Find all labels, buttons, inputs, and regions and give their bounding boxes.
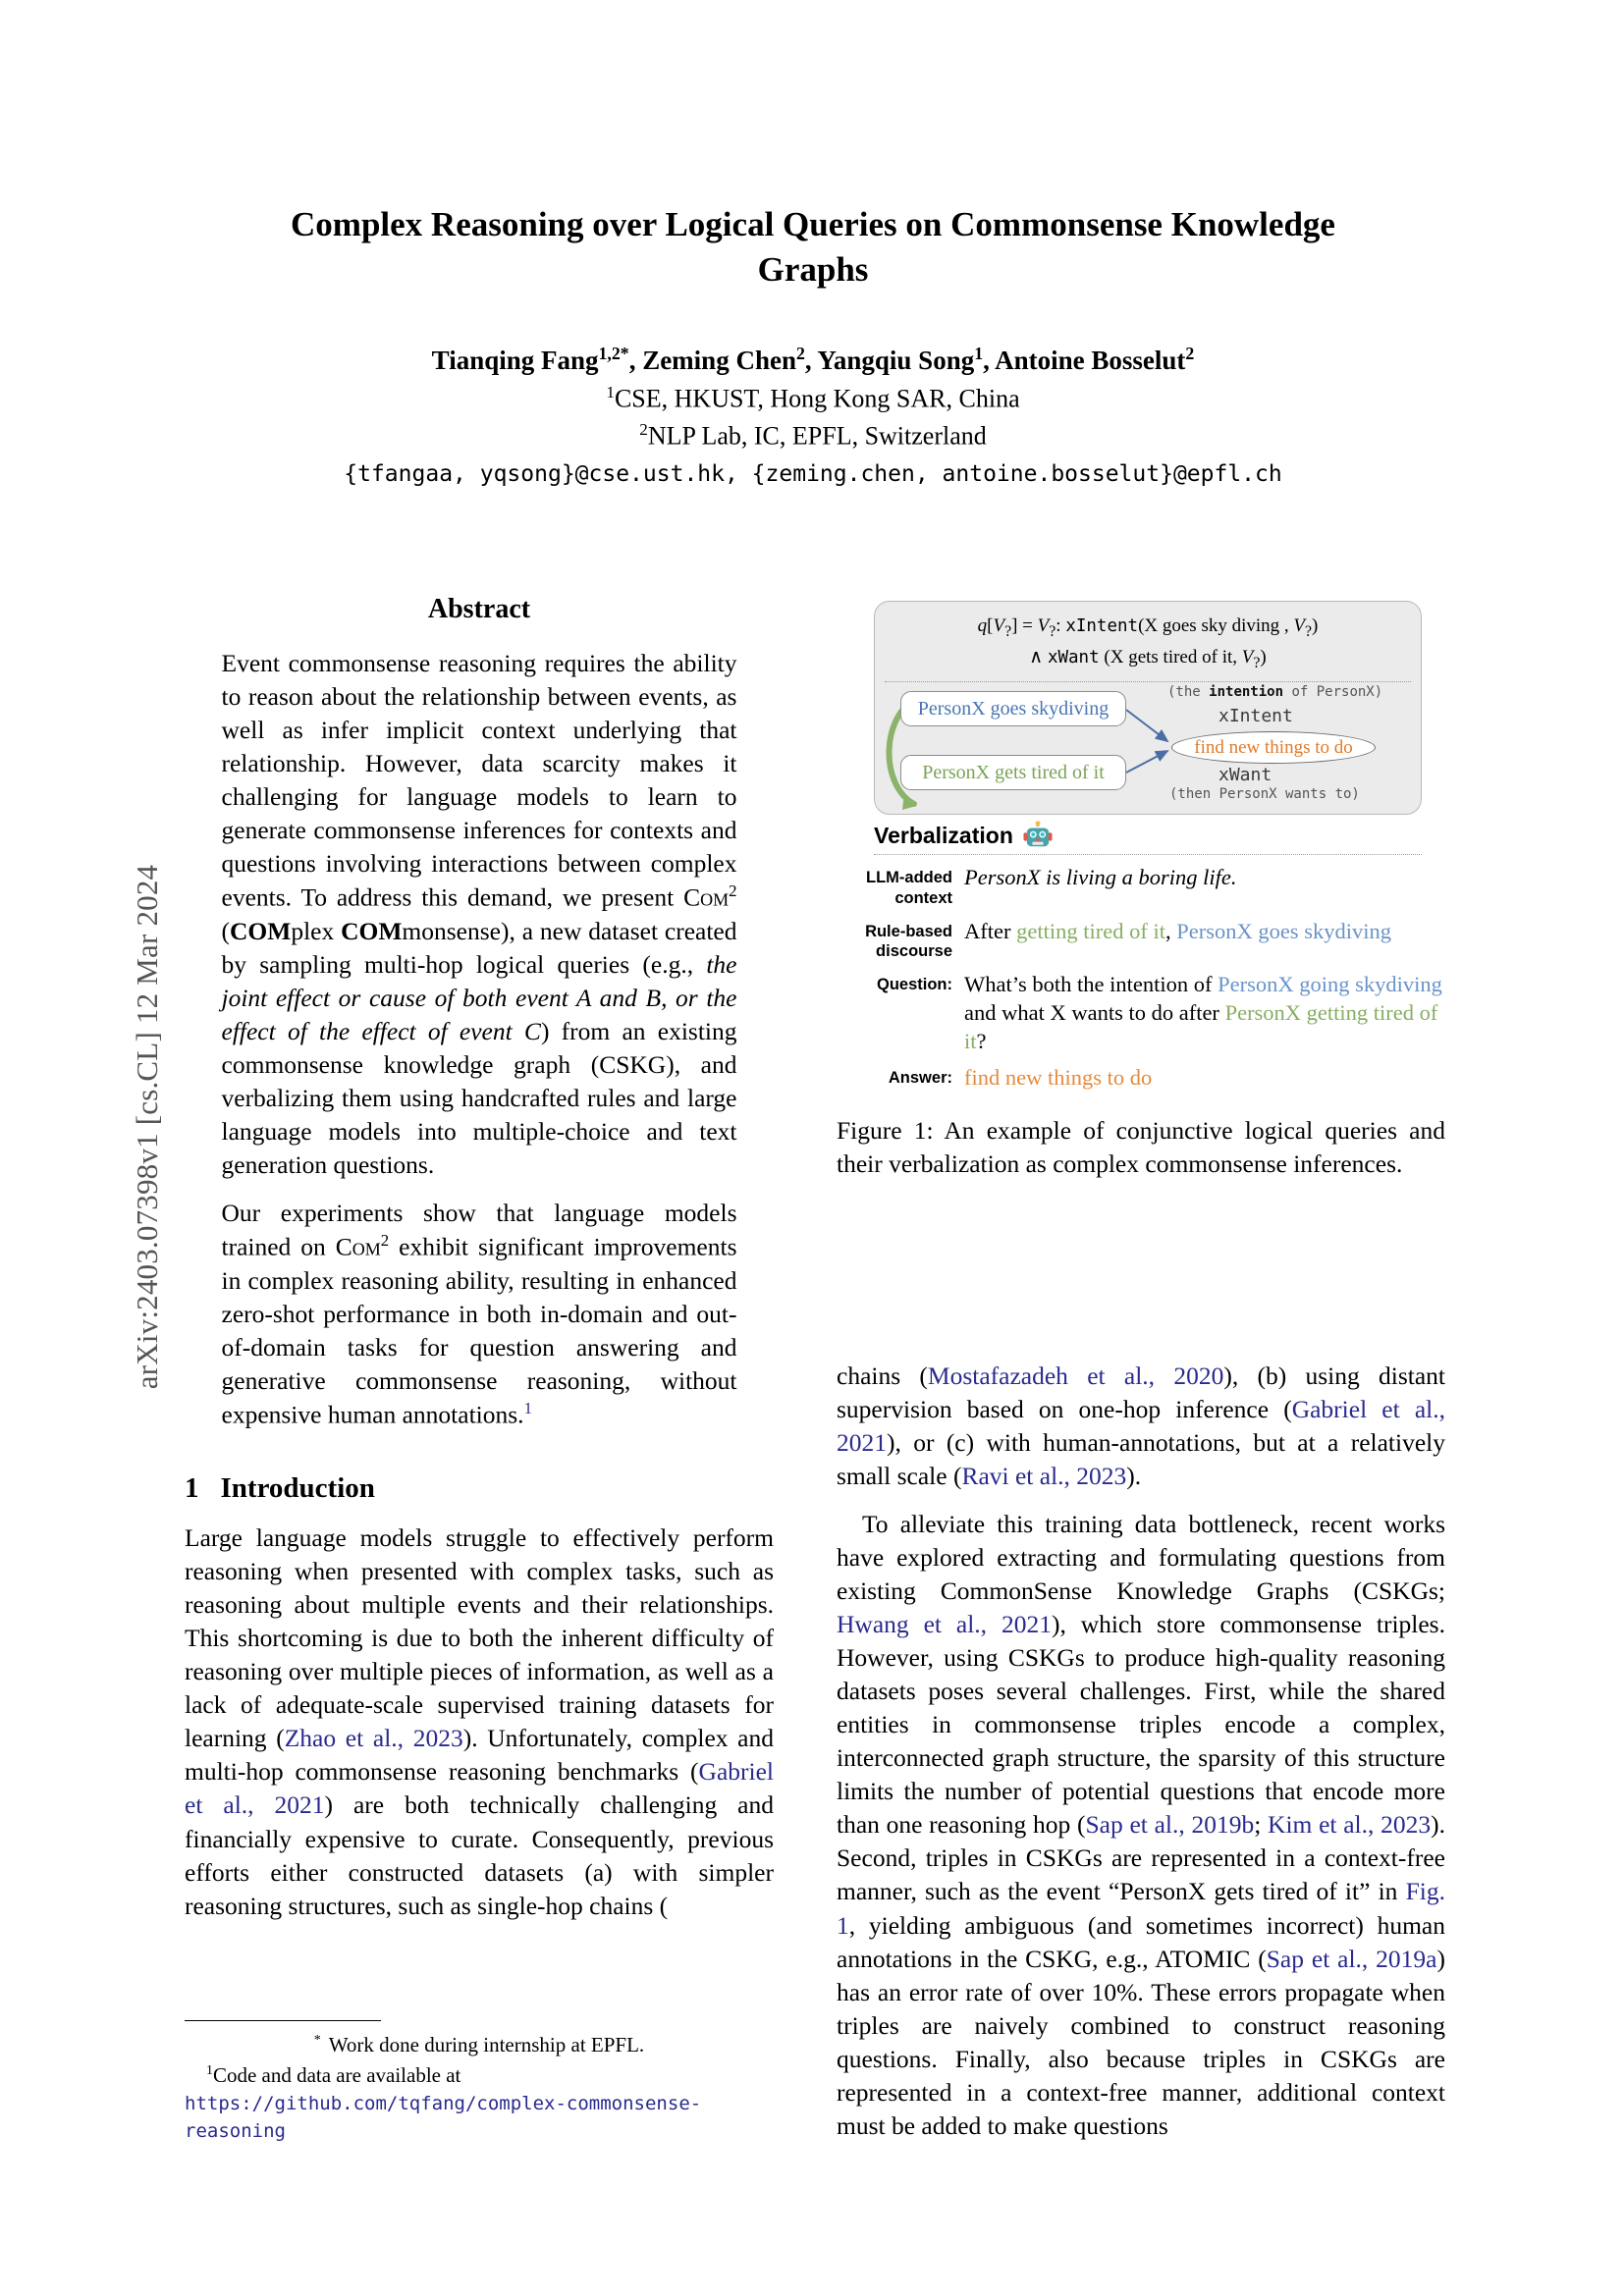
row-value-rule-discourse (964, 918, 1391, 962)
citation-zhao-2023[interactable]: Zhao et al., 2023 (284, 1724, 463, 1753)
abstract-bold-com-2: COM (341, 916, 403, 945)
author-emails: {tfangaa, yqsong}@cse.ust.hk, {zeming.chen, antoine.bosselut}@epfl.ch (344, 461, 1282, 487)
intro-p1-d: ), (b) using distant supervision based on one-hop inference ( (837, 1362, 1446, 1424)
affiliations (209, 381, 1417, 454)
com-superscript-2: 2 (380, 1231, 390, 1251)
figure-1 (837, 601, 1445, 1181)
citation-gabriel-2021-b[interactable]: Gabriel et al., 2021 (837, 1395, 1445, 1458)
intro-p1-a: Large language models struggle to effectively perform reasoning when presented with complex tasks, such as reasoning about multiple events and their relationships. This shortcoming is due to both the inherent difficulty of reasoning over multiple pieces of information, as well as a lack of adequate-scale supervised training datasets for learning ( (185, 1523, 774, 1753)
abstract-p1-b: ( (221, 916, 230, 945)
com-label: Com (683, 882, 730, 912)
row-label-rule-discourse: Rule-based discourse (865, 922, 952, 961)
abstract-paragraph-2 (222, 1197, 737, 1431)
discourse-blue: PersonX goes skydiving (1176, 918, 1391, 943)
citation-mostafazadeh-2020[interactable]: Mostafazadeh et al., 2020 (927, 1362, 1224, 1390)
footnote-star-marker: * (313, 2032, 321, 2047)
logical-query-formula (875, 611, 1421, 681)
intro-paragraph-1-cont: chains (Mostafazadeh et al., 2020), (b) using distant supervision based on one-hop inference (Gabriel et al., 2021), or (c) with human-annotations, but at a relatively small scale (Ravi et al., 2023). (837, 1362, 1446, 1491)
author-1: Tianqing Fang$^{1,2*}$ (431, 344, 629, 375)
com-label-2: Com (335, 1232, 381, 1261)
footnote-star-text: Work done during internship at EPFL. (328, 2033, 645, 2056)
row-label-llm-context: LLM-added context (866, 869, 952, 908)
relation-intent-bold: intention (1209, 684, 1284, 701)
citation-fig-1[interactable]: Fig. 1 (837, 1877, 1445, 1940)
table-row (837, 918, 1445, 962)
row-label-question: Question: (877, 975, 952, 993)
figure-diagram-box (874, 601, 1422, 815)
question-blue: PersonX going skydiving (1218, 971, 1442, 996)
row-value-llm-context: PersonX is living a boring life. (964, 865, 1237, 890)
discourse-green: getting tired of it (1016, 918, 1165, 943)
citation-gabriel-2021[interactable]: Gabriel et al., 2021 (185, 1757, 774, 1820)
abstract-bold-com-1: COM (230, 916, 292, 945)
abstract-block (222, 594, 737, 1431)
table-row (837, 971, 1445, 1055)
intro-p1-f: ). (1126, 1462, 1142, 1491)
intro-p2-b: ), which store commonsense triples. However, using CSKGs to produce high-quality reasoning datasets poses several challenges. First, while the shared entities in commonsense triples encode a complex, interconnected graph structure, the sparsity of this structure limits the number of potential questions that encode more than one reasoning hop ( (837, 1610, 1445, 1840)
footnote-rule (185, 2020, 381, 2021)
verbalization-table (837, 864, 1445, 1093)
footnote-one-text: Code and data are available at (212, 2062, 461, 2087)
relation-xintent-formula: xIntent (1065, 616, 1139, 636)
intro-p1-b: ). Unfortunately, complex and multi-hop commonsense reasoning benchmarks ( (185, 1724, 775, 1787)
abstract-p1-e: ) from an existing commonsense knowledge graph (CSKG), and verbalizing them using handcrafted rules and large language models into multiple-choice and text generation questions. (221, 1016, 737, 1179)
intro-p1-e: ), or (c) with human-annotations, but at a relatively small scale ( (837, 1428, 1445, 1491)
citation-sap-2019a[interactable]: Sap et al., 2019a (1266, 1944, 1437, 1973)
title-line-2: Graphs (757, 250, 869, 290)
com-superscript: 2 (729, 881, 737, 901)
intro-p1-c: ) are both technically challenging and financially expensive to curate. Consequently, previous efforts either constructed datasets (a) with simpler reasoning structures, such as single-hop chains ( (185, 1790, 774, 1920)
arxiv-stamp: arXiv:2403.07398v1 [cs.CL] 12 Mar 2024 (130, 864, 164, 1390)
affiliation-2-text: NLP Lab, IC, EPFL, Switzerland (647, 421, 987, 451)
table-row (837, 864, 1445, 908)
footnote-url-link[interactable]: https://github.com/tqfang/complex-commonsense-reasoning (185, 2092, 702, 2142)
section-number: 1 (185, 1472, 199, 1505)
affiliation-1: $^1$CSE, HKUST, Hong Kong SAR, China (606, 383, 1020, 413)
question-a: What’s both the intention of (964, 971, 1218, 996)
abstract-paragraph-1 (222, 647, 737, 1182)
abstract-p1-d: monsense), a new dataset created by sampling multi-hop logical queries (e.g., (221, 916, 737, 979)
intro-p2-d: ). Second, triples in CSKGs are represented in a context-free manner, such as the event “PersonX gets tired of it” in (837, 1810, 1445, 1906)
right-column (837, 1360, 1445, 2158)
intro-p2-e: , yielding ambiguous (and sometimes incorrect) human annotations in the CSKG, e.g., ATOMIC ( (837, 1910, 1445, 1973)
abstract-p1-c: plex (291, 916, 342, 945)
affiliation-1-text: CSE, HKUST, Hong Kong SAR, China (614, 384, 1020, 413)
title-line-1: Complex Reasoning over Logical Queries on Commonsense Knowledge (291, 205, 1335, 243)
intro-p2-f: ) has an error rate of over 10%. These errors propagate when triples are naively combined to construct reasoning questions. Finally, also because triples in CSKGs are represented in a context-free manner, additional context must be added to make questions (837, 1944, 1445, 2140)
abstract-p2-b: exhibit significant improvements in complex reasoning ability, resulting in enhanced zero-shot performance in both in-domain and out-of-domain tasks for question answering and generative commonsense reasoning, without expensive human annotations. (221, 1232, 737, 1429)
author-list: Tianqing Fang$^{1,2*}$, Zeming Chen$^2$, Yangqiu Song$^1$, Antoine Bosselut$^2$ (431, 344, 1195, 375)
intro-p2-a: To alleviate this training data bottleneck, recent works have explored extracting and formulating questions from existing CommonSense Knowledge Graphs (CSKGs; (837, 1510, 1445, 1606)
discourse-b: , (1164, 918, 1177, 943)
citation-hwang-2021[interactable]: Hwang et al., 2021 (837, 1610, 1052, 1639)
relation-want-note: (then PersonX wants to) (1169, 786, 1360, 803)
citation-kim-2023[interactable]: Kim et al., 2023 (1268, 1810, 1432, 1840)
relation-intent-note: (the intention of PersonX) (1167, 684, 1383, 701)
verbalization-label: Verbalization (874, 822, 1013, 848)
affiliation-2: $^2$NLP Lab, IC, EPFL, Switzerland (639, 419, 987, 451)
author-2: Zeming Chen$^2$ (642, 344, 805, 375)
figure-graph (875, 682, 1421, 806)
abstract-p2-a: Our experiments show that language models trained on (221, 1199, 737, 1261)
question-c: ? (976, 1028, 987, 1053)
robot-icon (1023, 821, 1053, 850)
row-label-answer: Answer: (888, 1069, 952, 1088)
intro-paragraph-2 (837, 1508, 1445, 2143)
abstract-heading: Abstract (427, 594, 531, 624)
question-green: PersonX getting tired of it (964, 999, 1438, 1053)
relation-xintent-label: xIntent (1218, 706, 1293, 727)
citation-ravi-2023[interactable]: Ravi et al., 2023 (961, 1462, 1127, 1491)
figure-caption: Figure 1: An example of conjunctive logical queries and their verbalization as complex commonsense inferences. (837, 1116, 1445, 1179)
query-line-1: $q[V_?] = V_?$: xIntent(X goes sky diving , $V_?$) (977, 615, 1319, 640)
intro-paragraph-1 (185, 1522, 774, 1922)
relation-xwant-formula: xWant (1047, 647, 1100, 667)
author-4: Antoine Bosselut$^2$ (995, 344, 1195, 375)
citation-sap-2019b[interactable]: Sap et al., 2019b (1085, 1810, 1255, 1840)
verbalization-divider (874, 854, 1422, 855)
table-row (837, 1064, 1445, 1093)
verbalization-header (874, 821, 1445, 850)
footnote-one (185, 2061, 774, 2145)
footnote-block (185, 2020, 774, 2147)
abstract-p1-a: Event commonsense reasoning requires the ability to reason about the relationship between events, as well as infer implicit context underlying that relationship. However, data scarcity makes it challenging for language models to learn to generate commonsense inferences for contexts and questions involving interactions between complex events. To address this demand, we present (221, 649, 737, 912)
event-node-tired: PersonX gets tired of it (900, 755, 1126, 790)
section-title: Introduction (220, 1472, 375, 1505)
page-title (209, 202, 1417, 293)
event-node-skydiving: PersonX goes skydiving (900, 691, 1126, 726)
relation-xwant-label: xWant (1218, 765, 1272, 786)
left-column (185, 594, 774, 1938)
row-value-answer: find new things to do (964, 1065, 1153, 1091)
author-3: Yangqiu Song$^1$ (817, 344, 984, 375)
footnote-star (185, 2031, 774, 2059)
footnote-marker-1[interactable]: 1 (523, 1398, 532, 1417)
abstract-example-italic: the joint effect or cause of both event A and B, or the effect of the effect of event C (221, 949, 737, 1045)
discourse-a: After (964, 918, 1017, 943)
question-b: and what X wants to do after (964, 999, 1225, 1025)
intro-p2-c: ; (1254, 1810, 1269, 1840)
row-value-question (964, 971, 1445, 1055)
answer-node-oval: find new things to do (1171, 731, 1376, 764)
query-line-2: ∧ xWant (X gets tired of it, $V_?$) (1029, 646, 1267, 671)
section-heading-introduction (185, 1472, 774, 1505)
footnote-one-marker: 1 (206, 2061, 213, 2077)
